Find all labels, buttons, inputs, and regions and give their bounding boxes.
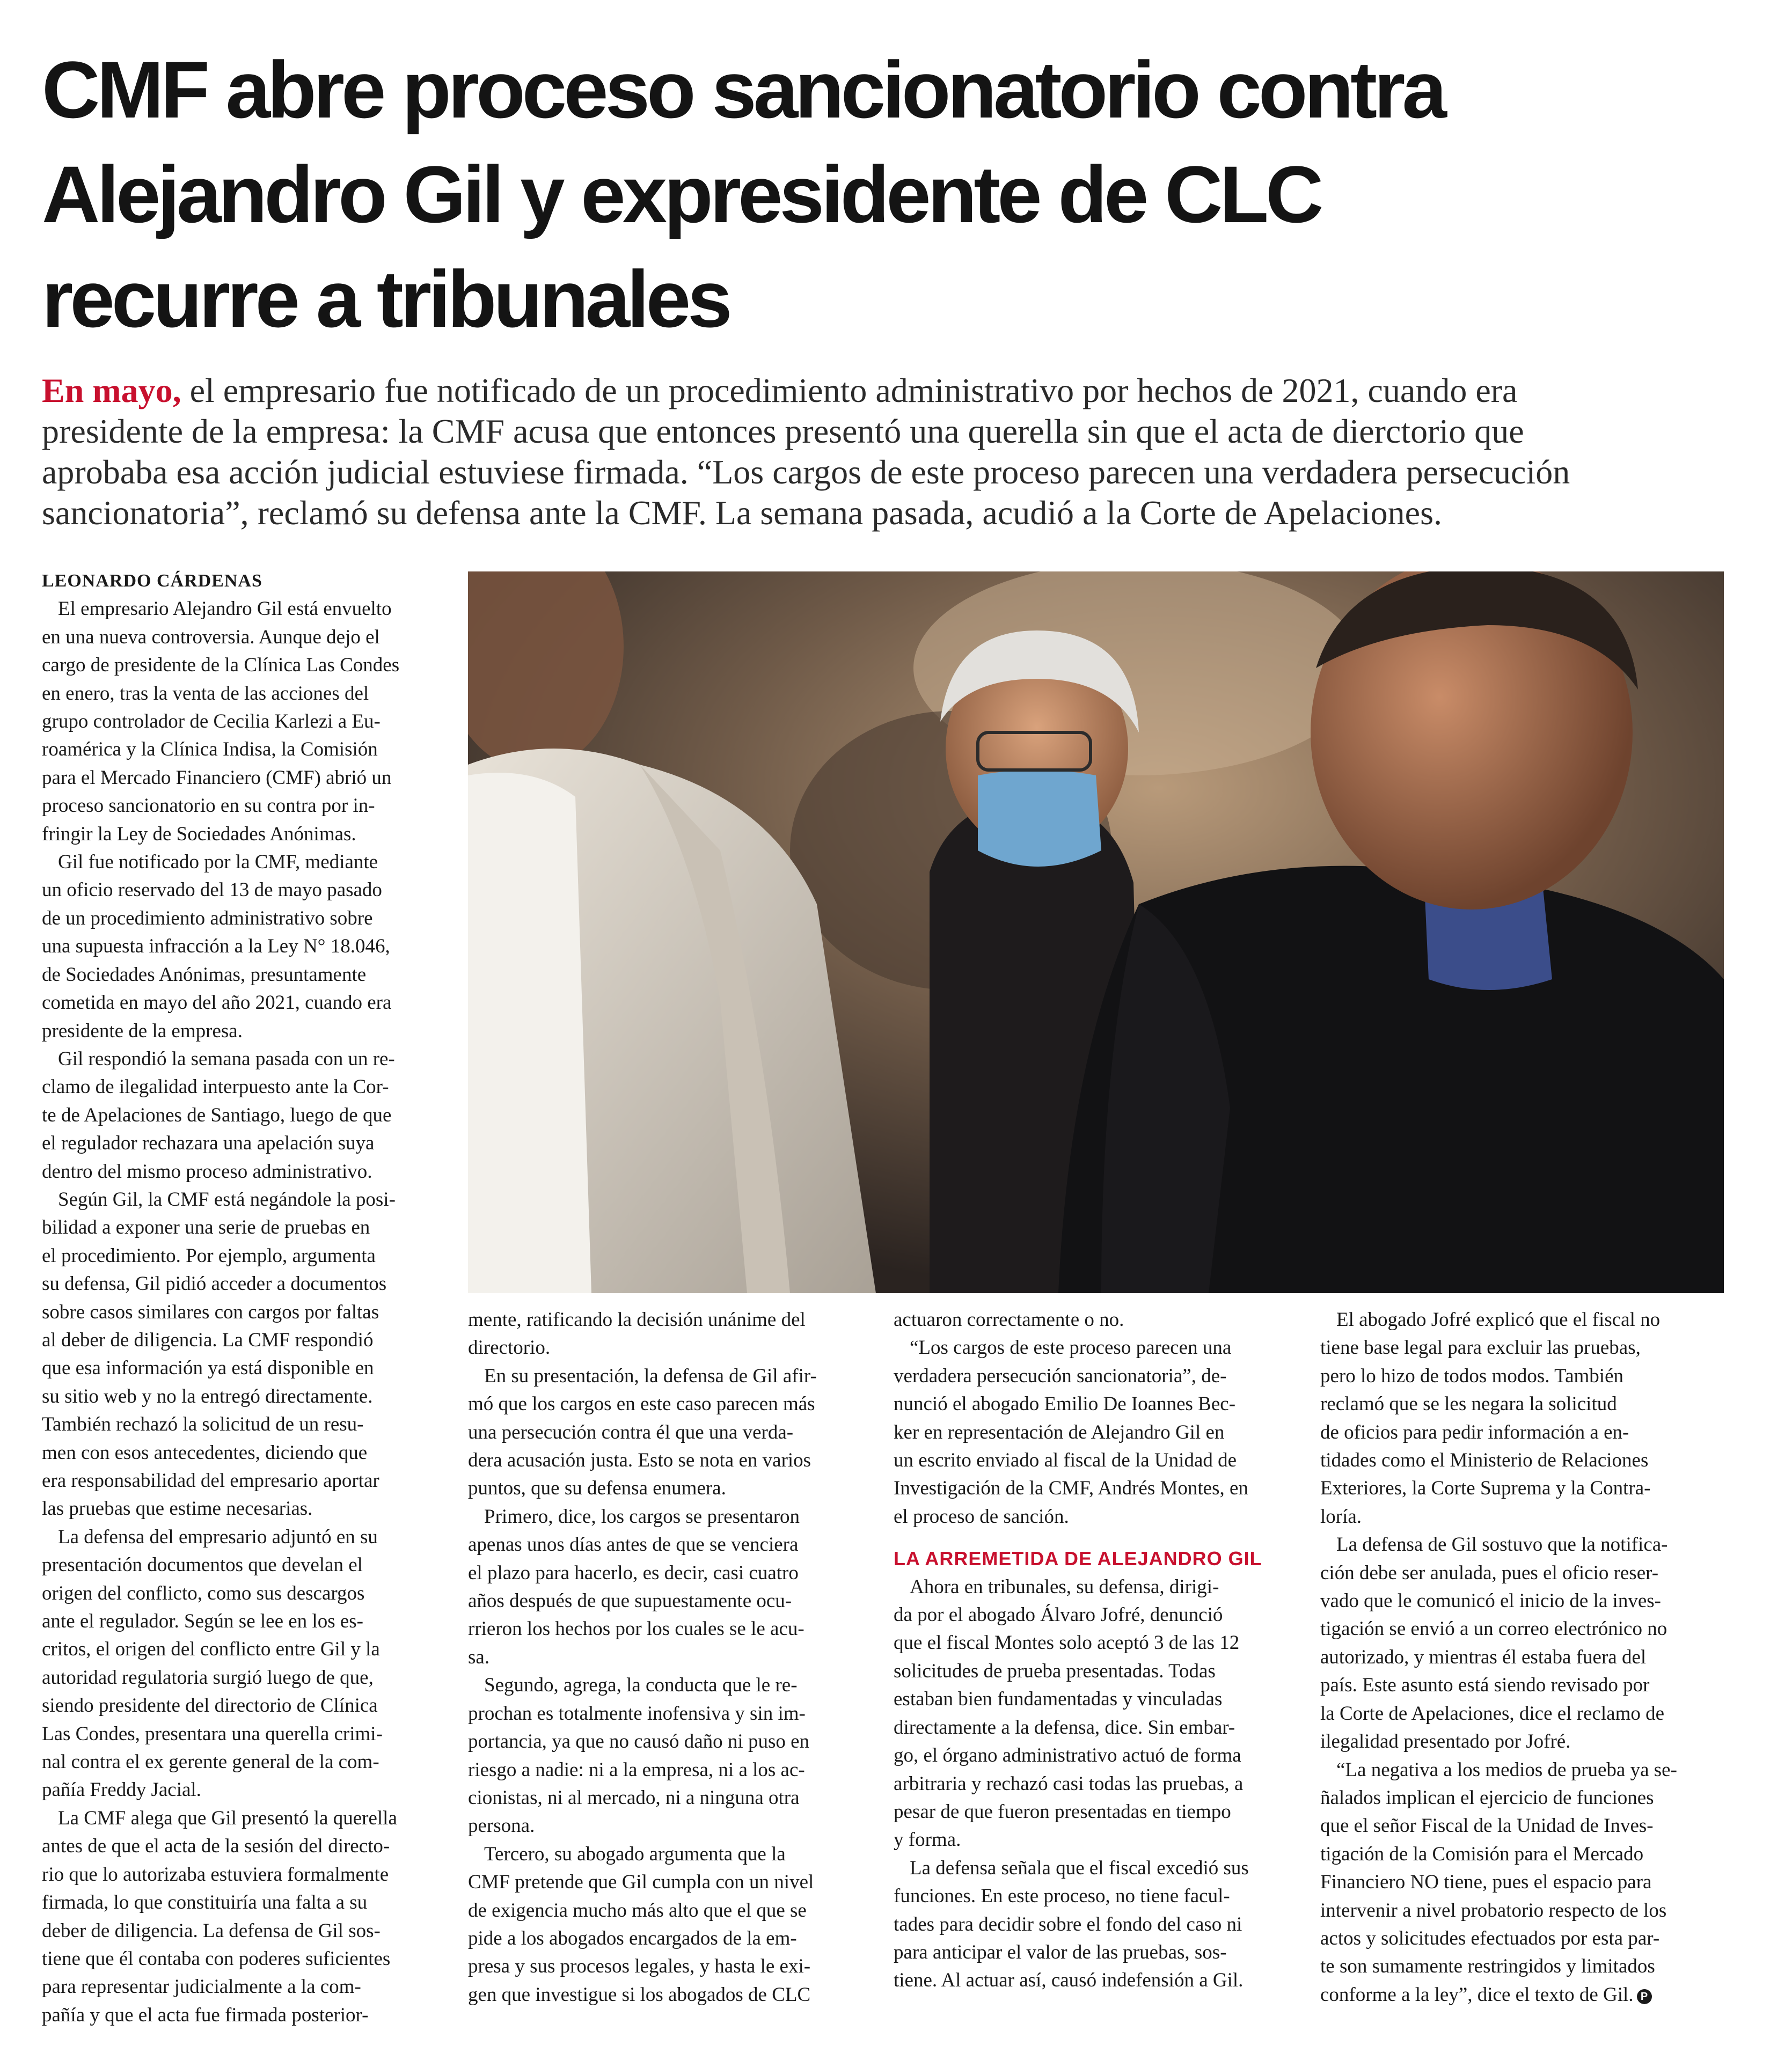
text-line: verdadera persecución sancionatoria”, de- xyxy=(894,1365,1227,1387)
text-line: reclamó que se les negara la solicitud xyxy=(1320,1393,1617,1416)
text-line: Gil fue notificado por la CMF, mediante xyxy=(58,851,378,874)
text-line: La defensa de Gil sostuvo que la notifica- xyxy=(1336,1534,1668,1556)
text-line: te de Apelaciones de Santiago, luego de que xyxy=(42,1104,392,1126)
text-line: clamo de ilegalidad interpuesto ante la Cor- xyxy=(42,1076,389,1098)
text-line: que esa información ya está disponible en xyxy=(42,1357,374,1380)
text-line: directamente a la defensa, dice. Sin embar- xyxy=(894,1716,1235,1739)
text-line: La defensa señala que el fiscal excedió sus xyxy=(910,1857,1249,1879)
text-line: un escrito enviado al fiscal de la Unidad de xyxy=(894,1449,1237,1472)
text-line: directorio. xyxy=(468,1337,551,1359)
deck-line: sancionatoria”, reclamó su defensa ante la CMF. La semana pasada, acudió a la Corte de Apelaciones. xyxy=(42,494,1442,532)
text-line: país. Este asunto está siendo revisado por xyxy=(1320,1674,1650,1697)
text-line: da por el abogado Álvaro Jofré, denunció xyxy=(894,1604,1223,1626)
text-line: en una nueva controversia. Aunque dejo el xyxy=(42,626,380,648)
text-line: CMF pretende que Gil cumpla con un nivel xyxy=(468,1871,814,1894)
text-line: Ahora en tribunales, su defensa, dirigi- xyxy=(910,1575,1219,1598)
text-line: fringir la Ley de Sociedades Anónimas. xyxy=(42,823,356,845)
text-line: autorizado, y mientras él estaba fuera del xyxy=(1320,1646,1647,1668)
text-line: solicitudes de prueba presentadas. Todas xyxy=(894,1660,1216,1682)
text-line: puntos, que su defensa enumera. xyxy=(468,1477,726,1500)
text-line: Gil respondió la semana pasada con un re- xyxy=(58,1047,395,1070)
section-subhead: LA ARREMETIDA DE ALEJANDRO GIL xyxy=(894,1548,1262,1570)
text-line: siendo presidente del directorio de Clínica xyxy=(42,1695,378,1717)
article-column-1 xyxy=(42,567,442,2029)
text-line: prochan es totalmente inofensiva y sin im- xyxy=(468,1702,806,1725)
text-line: de un procedimiento administrativo sobre xyxy=(42,907,373,929)
text-line: en enero, tras la venta de las acciones del xyxy=(42,682,369,705)
text-line: al deber de diligencia. La CMF respondió xyxy=(42,1329,374,1351)
text-line: presentación documentos que develan el xyxy=(42,1554,363,1576)
text-line: rio que lo autorizaba estuviera formalmente xyxy=(42,1863,389,1886)
text-line: Primero, dice, los cargos se presentaron xyxy=(484,1505,800,1528)
text-line: presidente de la empresa. xyxy=(42,1020,243,1042)
text-line: tigación se envió a un correo electrónico no xyxy=(1320,1618,1667,1640)
text-line: bilidad a exponer una serie de pruebas en xyxy=(42,1216,370,1239)
text-line: Financiero NO tiene, pues el espacio para xyxy=(1320,1871,1652,1894)
text-line: critos, el origen del conflicto entre Gil y la xyxy=(42,1638,380,1661)
text-line: el procedimiento. Por ejemplo, argumenta xyxy=(42,1244,376,1267)
text-line: tiene. Al actuar así, causó indefensión a Gil. xyxy=(894,1969,1244,1992)
text-line: En su presentación, la defensa de Gil afir- xyxy=(484,1365,817,1387)
text-line: firmada, lo que constituiría una falta a su xyxy=(42,1891,368,1914)
text-line: nal contra el ex gerente general de la com- xyxy=(42,1751,379,1773)
text-line: para el Mercado Financiero (CMF) abrió un xyxy=(42,766,392,789)
text-line: pero lo hizo de todos modos. También xyxy=(1320,1365,1624,1387)
article-column-3 xyxy=(894,1306,1293,1995)
text-line: su defensa, Gil pidió acceder a documentos xyxy=(42,1273,387,1295)
text-line: que el señor Fiscal de la Unidad de Inves- xyxy=(1320,1815,1654,1837)
text-line: nunció el abogado Emilio De Ioannes Bec- xyxy=(894,1393,1236,1416)
text-line: una supuesta infracción a la Ley N° 18.046, xyxy=(42,935,390,958)
text-line: Las Condes, presentara una querella crimi- xyxy=(42,1722,383,1745)
text-line: el regulador rechazara una apelación suya xyxy=(42,1132,375,1155)
text-line: y forma. xyxy=(894,1829,961,1851)
article-column-4 xyxy=(1320,1306,1725,2009)
text-line: de Sociedades Anónimas, presuntamente xyxy=(42,963,367,986)
text-line: tidades como el Ministerio de Relaciones xyxy=(1320,1449,1649,1472)
text-line: autoridad regulatoria surgió luego de que, xyxy=(42,1666,374,1689)
text-line: roamérica y la Clínica Indisa, la Comisión xyxy=(42,738,378,761)
text-line: para representar judicialmente a la com- xyxy=(42,1976,361,1998)
headline-line: recurre a tribunales xyxy=(42,254,729,344)
text-line: tiene que él contaba con poderes suficientes xyxy=(42,1947,391,1970)
text-line: años después de que supuestamente ocu- xyxy=(468,1590,792,1612)
text-line: que el fiscal Montes solo aceptó 3 de las 12 xyxy=(894,1632,1240,1654)
text-line: También rechazó la solicitud de un resu- xyxy=(42,1413,364,1436)
text-line: Tercero, su abogado argumenta que la xyxy=(484,1843,786,1865)
text-line: cionistas, ni al mercado, ni a ninguna otra xyxy=(468,1786,800,1809)
article-column-2 xyxy=(468,1306,865,2009)
text-line: “La negativa a los medios de prueba ya se- xyxy=(1336,1758,1677,1781)
text-line: antes de que el acta de la sesión del directo- xyxy=(42,1835,390,1858)
text-line: loría. xyxy=(1320,1505,1362,1528)
text-line: una persecución contra él que una verda- xyxy=(468,1421,794,1443)
text-line: de oficios para pedir información a en- xyxy=(1320,1421,1629,1443)
deck-line: aprobaba esa acción judicial estuviese firmada. “Los cargos de este proceso parecen una verdadera persecución xyxy=(42,453,1570,491)
text-line: ñalados implican el ejercicio de funciones xyxy=(1320,1786,1654,1809)
text-line: Segundo, agrega, la conducta que le re- xyxy=(484,1674,798,1697)
text-line: dera acusación justa. Esto se nota en varios xyxy=(468,1449,811,1472)
text-line-final xyxy=(1320,1981,1725,2009)
text-line: persona. xyxy=(468,1815,535,1837)
text-line: Investigación de la CMF, Andrés Montes, en xyxy=(894,1477,1248,1500)
text-line: cometida en mayo del año 2021, cuando era xyxy=(42,992,392,1014)
text-line: su sitio web y no la entregó directamente. xyxy=(42,1385,373,1407)
text-line: para anticipar el valor de las pruebas, sos- xyxy=(894,1941,1227,1963)
text-line: ante el regulador. Según se lee en los es- xyxy=(42,1610,363,1633)
text-line: ilegalidad presentado por Jofré. xyxy=(1320,1730,1571,1753)
text-line: conforme a la ley”, dice el texto de Gil. xyxy=(1320,1983,1634,2006)
text-line: ción debe ser anulada, pues el oficio reser- xyxy=(1320,1561,1659,1584)
deck-lead: En mayo, xyxy=(42,371,181,409)
text-line: Según Gil, la CMF está negándole la posi- xyxy=(58,1188,396,1211)
headline-line: Alejandro Gil y expresidente de CLC xyxy=(42,149,1321,239)
text-line: portancia, ya que no causó daño ni puso en xyxy=(468,1730,810,1753)
text-line: tiene base legal para excluir las pruebas, xyxy=(1320,1337,1641,1359)
text-line: go, el órgano administrativo actuó de forma xyxy=(894,1744,1241,1767)
end-mark-icon: P xyxy=(1637,1989,1652,2004)
text-line: dentro del mismo proceso administrativo. xyxy=(42,1160,372,1183)
text-line: un oficio reservado del 13 de mayo pasado xyxy=(42,879,382,901)
text-line: gen que investigue si los abogados de CLC xyxy=(468,1983,811,2006)
text-line: El empresario Alejandro Gil está envuelto xyxy=(58,598,392,620)
deck-line: En mayo, el empresario fue notificado de un procedimiento administrativo por hechos de 2021, cuando era xyxy=(42,371,1518,409)
text-line: mó que los cargos en este caso parecen más xyxy=(468,1393,815,1416)
text-line: deber de diligencia. La defensa de Gil sos- xyxy=(42,1919,381,1942)
text-line: estaban bien fundamentadas y vinculadas xyxy=(894,1688,1223,1711)
text-line: las pruebas que estime necesarias. xyxy=(42,1498,313,1520)
text-line: grupo controlador de Cecilia Karlezi a Eu- xyxy=(42,710,381,733)
text-line: tigación de la Comisión para el Mercado xyxy=(1320,1843,1644,1865)
text-line: actos y solicitudes efectuados por esta par- xyxy=(1320,1927,1660,1949)
text-line: pañía y que el acta fue firmada posterior- xyxy=(42,2004,369,2026)
text-line: intervenir a nivel probatorio respecto de los xyxy=(1320,1899,1667,1922)
text-line: men con esos antecedentes, diciendo que xyxy=(42,1441,368,1464)
text-line: tades para decidir sobre el fondo del caso ni xyxy=(894,1913,1242,1935)
deck xyxy=(42,370,1738,533)
text-line: actuaron correctamente o no. xyxy=(894,1309,1124,1331)
text-line: Exteriores, la Corte Suprema y la Contra- xyxy=(1320,1477,1651,1500)
text-line: de exigencia mucho más alto que el que se xyxy=(468,1899,807,1922)
text-line: funciones. En este proceso, no tiene facul- xyxy=(894,1885,1230,1908)
text-line: apenas unos días antes de que se venciera xyxy=(468,1534,799,1556)
text-line: rrieron los hechos por los cuales se le acu- xyxy=(468,1618,804,1640)
text-line: el plazo para hacerlo, es decir, casi cuatro xyxy=(468,1561,799,1584)
text-line: el proceso de sanción. xyxy=(894,1505,1069,1528)
text-line: La CMF alega que Gil presentó la querella xyxy=(58,1807,397,1829)
text-line: vado que le comunicó el inicio de la inves- xyxy=(1320,1590,1661,1612)
deck-line: presidente de la empresa: la CMF acusa que entonces presentó una querella sin que el acta de dierctorio que xyxy=(42,412,1524,450)
text-line: origen del conflicto, como sus descargos xyxy=(42,1582,365,1604)
headline-line: CMF abre proceso sancionatorio contra xyxy=(42,45,1444,135)
text-line: pide a los abogados encargados de la em- xyxy=(468,1927,797,1949)
text-line: ker en representación de Alejandro Gil en xyxy=(894,1421,1225,1443)
text-line: la Corte de Apelaciones, dice el reclamo de xyxy=(1320,1702,1665,1725)
article-photo xyxy=(468,571,1724,1293)
text-line: “Los cargos de este proceso parecen una xyxy=(910,1337,1232,1359)
text-line: arbitraria y rechazó casi todas las pruebas, a xyxy=(894,1772,1244,1795)
text-line: te son sumamente restringidos y limitados xyxy=(1320,1955,1655,1978)
text-line: proceso sancionatorio en su contra por in- xyxy=(42,795,375,817)
text-line: sa. xyxy=(468,1646,490,1668)
text-line: La defensa del empresario adjuntó en su xyxy=(58,1526,378,1548)
text-line: riesgo a nadie: ni a la empresa, ni a los ac- xyxy=(468,1758,805,1781)
text-line: pañía Freddy Jacial. xyxy=(42,1779,201,1801)
byline: LEONARDO CÁRDENAS xyxy=(42,571,262,591)
text-line: sobre casos similares con cargos por faltas xyxy=(42,1301,379,1323)
text-line: era responsabilidad del empresario aportar xyxy=(42,1470,379,1492)
text-line: cargo de presidente de la Clínica Las Condes xyxy=(42,654,400,677)
text-line: presa y sus procesos legales, y hasta le exi- xyxy=(468,1955,811,1978)
text-line: pesar de que fueron presentadas en tiempo xyxy=(894,1800,1231,1823)
text-line: mente, ratificando la decisión unánime del xyxy=(468,1309,806,1331)
headline xyxy=(42,38,1652,351)
text-line: El abogado Jofré explicó que el fiscal no xyxy=(1336,1309,1661,1331)
